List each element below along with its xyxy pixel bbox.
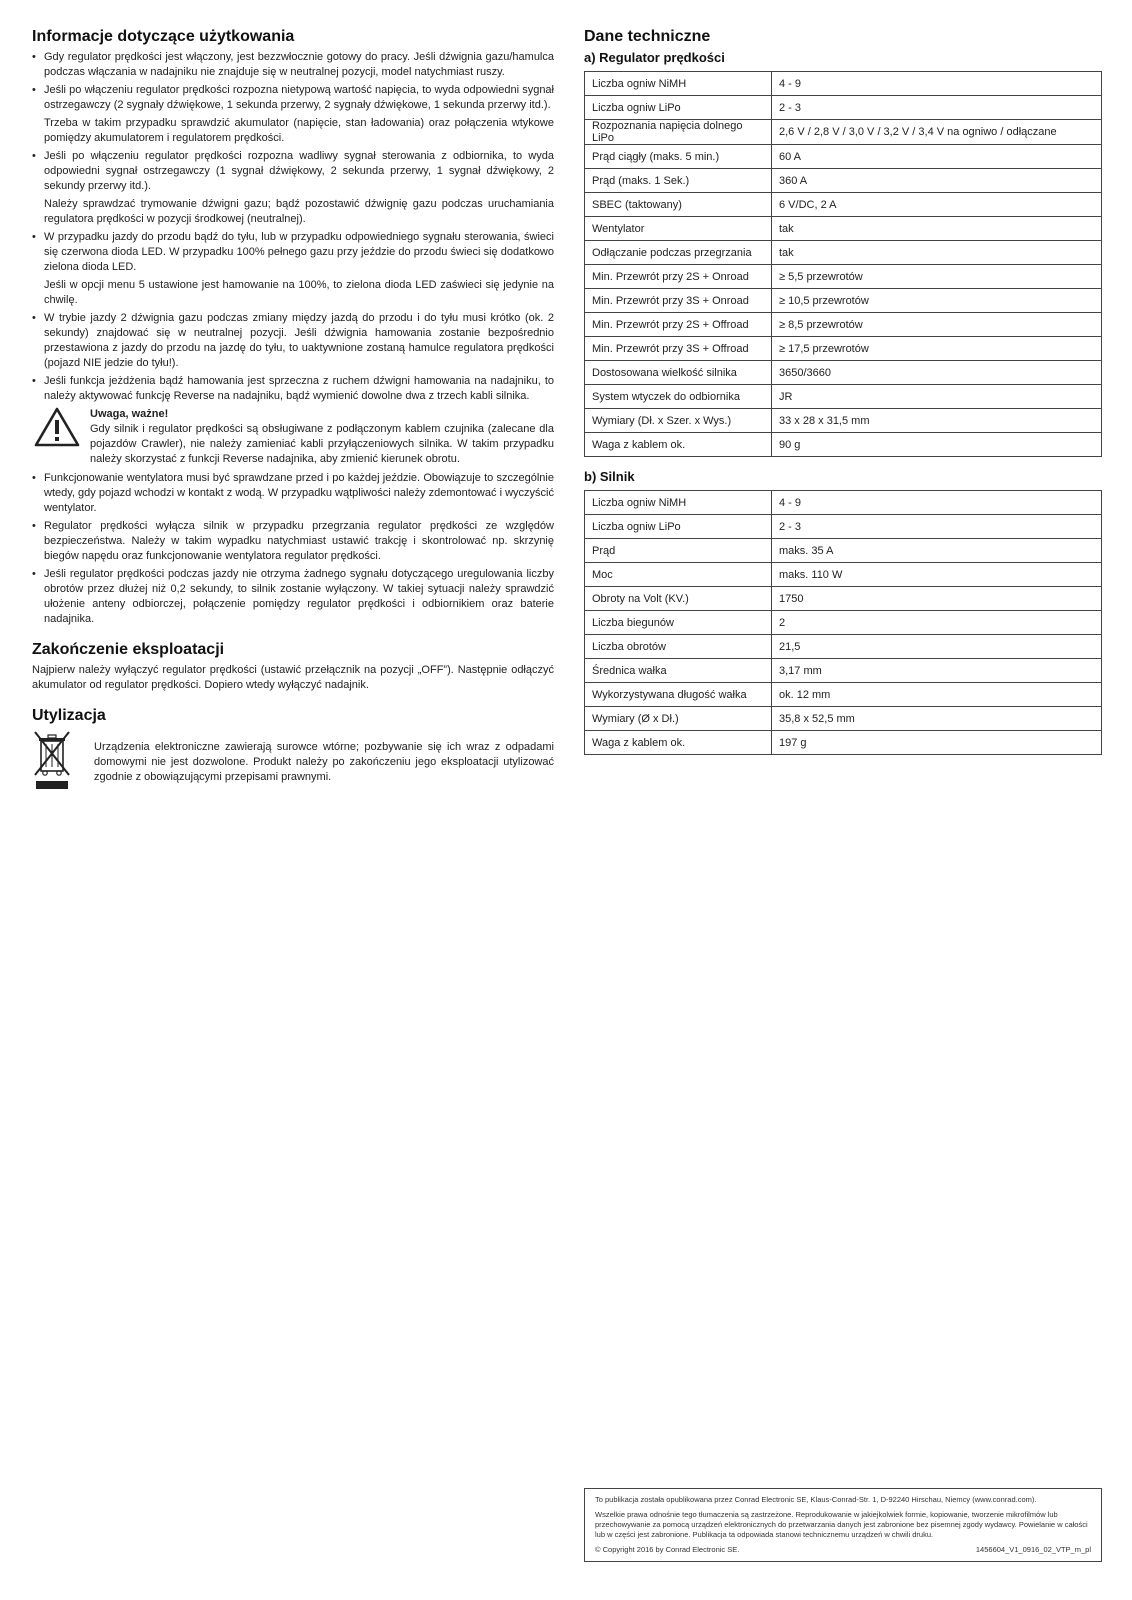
- spec-value: 21,5: [772, 635, 1102, 659]
- spec-value: ≥ 5,5 przewrotów: [772, 265, 1102, 289]
- spec-label: System wtyczek do odbiornika: [585, 385, 772, 409]
- spec-value: 1750: [772, 587, 1102, 611]
- table-row: [585, 659, 1102, 683]
- warning-box: [32, 407, 554, 467]
- table-row: [585, 491, 1102, 515]
- right-column: [584, 28, 1102, 767]
- list-item: • W trybie jazdy 2 dźwignia gazu podczas zmiany między jazdą do przodu i do tyłu musi krótko (ok. 2 sekundy) znajdować się w neutralnej pozycji. Jeśli dźwignia hamowania zostanie bezpośrednio przestawiona z jazdy do przodu na jazdę do tyłu, to uaktywnione zostaną hamulce regulatora prędkości (pojazd NIE jedzie do tyłu!).: [32, 311, 554, 371]
- table-row: [585, 120, 1102, 145]
- disposal-text: Urządzenia elektroniczne zawierają surowce wtórne; pozbywanie się ich wraz z odpadami domowymi nie jest dozwolone. Produkt należy po zakończeniu jego eksploatacji utylizować zgodnie z obowiązującymi przepisami prawnymi.: [94, 741, 554, 783]
- table-row: [585, 361, 1102, 385]
- spec-label: Wymiary (Dł. x Szer. x Wys.): [585, 409, 772, 433]
- table-row: [585, 611, 1102, 635]
- spec-value: 33 x 28 x 31,5 mm: [772, 409, 1102, 433]
- spec-label: Wentylator: [585, 217, 772, 241]
- list-item: • W przypadku jazdy do przodu bądź do tyłu, lub w przypadku odpowiedniego sygnału sterowania, świeci się czerwona dioda LED. W przypadku 100% pełnego gazu przy jeździe do przodu świeci się dodatkowo zielona dioda LED. Jeśli w opcji menu 5 ustawione jest hamowanie na 100%, to zielona dioda LED zaświeci się jedynie na chwilę.: [32, 230, 554, 308]
- spec-value: maks. 35 A: [772, 539, 1102, 563]
- spec-value: ok. 12 mm: [772, 683, 1102, 707]
- usage-list-continued: [32, 471, 554, 627]
- list-item: • Gdy regulator prędkości jest włączony, jest bezzwłocznie gotowy do pracy. Jeśli dźwignia gazu/hamulca podczas włączania w nadajniku nie znajduje się w neutralnej pozycji, model natychmiast ruszy.: [32, 50, 554, 80]
- shutdown-section: [32, 641, 554, 693]
- table-row: [585, 731, 1102, 755]
- spec-value: tak: [772, 241, 1102, 265]
- spec-label: Waga z kablem ok.: [585, 731, 772, 755]
- spec-value: 3650/3660: [772, 361, 1102, 385]
- spec-label: Wymiary (Ø x Dł.): [585, 707, 772, 731]
- table-row: [585, 433, 1102, 457]
- table-row: [585, 539, 1102, 563]
- spec-label: Min. Przewrót przy 3S + Onroad: [585, 289, 772, 313]
- table-row: [585, 409, 1102, 433]
- list-item: • Funkcjonowanie wentylatora musi być sprawdzane przed i po każdej jeździe. Obowiązuje to szczególnie wtedy, gdy pojazd wchodzi w kontakt z wodą. W przypadku wątpliwości należy zdemontować i wyczyścić wentylator.: [32, 471, 554, 516]
- spec-label: SBEC (taktowany): [585, 193, 772, 217]
- warning-text: Gdy silnik i regulator prędkości są obsługiwane z podłączonym kablem czujnika (zalecane dla pojazdów Crawler), nie należy zamieniać kabli przyłączeniowych silnika. W takim przypadku należy skorzystać z funkcji Reverse nadajnika, aby zmienić kierunek obrotu.: [90, 423, 554, 465]
- spec-value: 6 V/DC, 2 A: [772, 193, 1102, 217]
- table-row: [585, 241, 1102, 265]
- spec-label: Min. Przewrót przy 2S + Offroad: [585, 313, 772, 337]
- spec-value: 2,6 V / 2,8 V / 3,0 V / 3,2 V / 3,4 V na ogniwo / odłączane: [772, 120, 1102, 145]
- spec-label: Liczba ogniw LiPo: [585, 96, 772, 120]
- spec-label: Liczba ogniw LiPo: [585, 515, 772, 539]
- spec-value: ≥ 8,5 przewrotów: [772, 313, 1102, 337]
- spec-value: 90 g: [772, 433, 1102, 457]
- spec-value: 2 - 3: [772, 515, 1102, 539]
- shutdown-heading: Zakończenie eksploatacji: [32, 641, 225, 658]
- crossed-bin-icon: [32, 729, 88, 796]
- controller-subheading: a) Regulator prędkości: [584, 50, 725, 65]
- table-row: [585, 635, 1102, 659]
- usage-list: [32, 50, 554, 404]
- warning-title: Uwaga, ważne!: [90, 408, 169, 420]
- spec-label: Wykorzystywana długość wałka: [585, 683, 772, 707]
- table-row: [585, 217, 1102, 241]
- left-column: [32, 28, 554, 810]
- spec-label: Waga z kablem ok.: [585, 433, 772, 457]
- spec-value: 360 A: [772, 169, 1102, 193]
- disposal-block: [32, 729, 554, 796]
- table-row: [585, 265, 1102, 289]
- table-row: [585, 337, 1102, 361]
- motor-spec-table: [584, 490, 1102, 755]
- disposal-section: [32, 707, 554, 796]
- spec-label: Prąd (maks. 1 Sek.): [585, 169, 772, 193]
- table-row: [585, 385, 1102, 409]
- spec-value: 2 - 3: [772, 96, 1102, 120]
- table-row: [585, 96, 1102, 120]
- table-row: [585, 515, 1102, 539]
- list-item: • Jeśli funkcja jeżdżenia bądź hamowania jest sprzeczna z ruchem dźwigni hamowania na nadajniku, to należy aktywować funkcję Reverse na nadajniku, bądź wymienić dowolne dwa z trzech kabli silnika.: [32, 374, 554, 404]
- spec-label: Min. Przewrót przy 2S + Onroad: [585, 265, 772, 289]
- imprint-box: [584, 1488, 1102, 1562]
- spec-label: Prąd: [585, 539, 772, 563]
- document-code: 1456604_V1_0916_02_VTP_m_pl: [975, 1545, 1091, 1554]
- table-row: [585, 587, 1102, 611]
- spec-value: 4 - 9: [772, 72, 1102, 96]
- table-row: [585, 72, 1102, 96]
- spec-label: Obroty na Volt (KV.): [585, 587, 772, 611]
- spec-value: 35,8 x 52,5 mm: [772, 707, 1102, 731]
- table-row: [585, 707, 1102, 731]
- warning-triangle-icon: [32, 407, 84, 467]
- spec-label: Moc: [585, 563, 772, 587]
- imprint-rights: Wszelkie prawa odnośnie tego tłumaczenia są zastrzeżone. Reprodukowanie w jakiejkolwiek formie, kopiowanie, tworzenie mikrofilmów lub przechowywanie za pomocą urządzeń elektronicznych do przetwarzania danych jest zabronione bez pisemnej zgody wydawcy. Powielanie w całości lub w części jest zabronione. Publikacja ta odpowiada stanowi technicznemu urządzeń w chwili druku.: [595, 1510, 1088, 1539]
- imprint-publisher: To publikacja została opublikowana przez Conrad Electronic SE, Klaus-Conrad-Str. 1, D-92240 Hirschau, Niemcy (www.conrad.com).: [595, 1495, 1037, 1504]
- spec-label: Dostosowana wielkość silnika: [585, 361, 772, 385]
- table-row: [585, 145, 1102, 169]
- list-item: • Jeśli po włączeniu regulator prędkości rozpozna nietypową wartość napięcia, to wyda odpowiedni sygnał ostrzegawczy (2 sygnały dźwiękowe, 1 sekunda przerwy, 2 sygnały dźwiękowe, 1 sekunda przerwy itd.). Trzeba w takim przypadku sprawdzić akumulator (napięcie, stan ładowania) oraz połączenia wtykowe pomiędzy akumulatorem i regulatorem prędkości.: [32, 83, 554, 146]
- list-item: • Jeśli po włączeniu regulator prędkości rozpozna wadliwy sygnał sterowania z odbiornika, to wyda odpowiedni sygnał ostrzegawczy (1 sygnał dźwiękowy, 2 sekunda przerwy, 1 sygnał dźwiękowy, 2 sekundy przerwy itd.). Należy sprawdzać trymowanie dźwigni gazu; bądź pozostawić dźwignię gazu podczas uruchamiania regulatora prędkości w pozycji środkowej (neutralnej).: [32, 149, 554, 227]
- table-row: [585, 563, 1102, 587]
- list-item: • Regulator prędkości wyłącza silnik w przypadku przegrzania regulator prędkości ze względów bezpieczeństwa. Należy w takim wypadku natychmiast ustawić trakcję i skontrolować np. skrzynię biegów napędu oraz funkcjonowanie wentylatora regulator prędkości.: [32, 519, 554, 564]
- spec-value: 60 A: [772, 145, 1102, 169]
- shutdown-text: Najpierw należy wyłączyć regulator prędkości (ustawić przełącznik na pozycji „OFF”). Następnie odłączyć akumulator od regulator prędkości. Dopiero wtedy wyłączyć nadajnik.: [32, 664, 554, 691]
- spec-value: maks. 110 W: [772, 563, 1102, 587]
- spec-value: 4 - 9: [772, 491, 1102, 515]
- spec-value: 3,17 mm: [772, 659, 1102, 683]
- spec-value: 2: [772, 611, 1102, 635]
- spec-value: 197 g: [772, 731, 1102, 755]
- spec-label: Min. Przewrót przy 3S + Offroad: [585, 337, 772, 361]
- spec-label: Średnica wałka: [585, 659, 772, 683]
- spec-label: Liczba obrotów: [585, 635, 772, 659]
- spec-label: Rozpoznania napięcia dolnego LiPo: [585, 120, 772, 145]
- table-row: [585, 169, 1102, 193]
- spec-value: JR: [772, 385, 1102, 409]
- table-row: [585, 313, 1102, 337]
- warning-text-block: [84, 407, 554, 467]
- table-row: [585, 683, 1102, 707]
- table-row: [585, 193, 1102, 217]
- spec-label: Odłączanie podczas przegrzania: [585, 241, 772, 265]
- spec-label: Prąd ciągły (maks. 5 min.): [585, 145, 772, 169]
- spec-label: Liczba ogniw NiMH: [585, 491, 772, 515]
- imprint-footer: [595, 1545, 1091, 1555]
- usage-section: [32, 28, 554, 627]
- copyright-text: © Copyright 2016 by Conrad Electronic SE.: [595, 1545, 740, 1554]
- motor-subheading: b) Silnik: [584, 469, 635, 484]
- spec-value: ≥ 10,5 przewrotów: [772, 289, 1102, 313]
- spec-value: ≥ 17,5 przewrotów: [772, 337, 1102, 361]
- spec-value: tak: [772, 217, 1102, 241]
- spec-label: Liczba ogniw NiMH: [585, 72, 772, 96]
- controller-spec-table: [584, 71, 1102, 457]
- spec-label: Liczba biegunów: [585, 611, 772, 635]
- list-item: • Jeśli regulator prędkości podczas jazdy nie otrzyma żadnego sygnału dotyczącego uregulowania liczby obrotów przez dłużej niż 0,2 sekundy, to silnik zostanie wyłączony. W takiej sytuacji należy sprawdzić ułożenie anteny odbiorczej, połączenie pomiędzy regulator prędkości i odbiornikiem oraz baterie nadajnika.: [32, 567, 554, 627]
- disposal-heading: Utylizacja: [32, 707, 106, 724]
- usage-heading: Informacje dotyczące użytkowania: [32, 28, 295, 45]
- table-row: [585, 289, 1102, 313]
- tech-data-heading: Dane techniczne: [584, 28, 711, 45]
